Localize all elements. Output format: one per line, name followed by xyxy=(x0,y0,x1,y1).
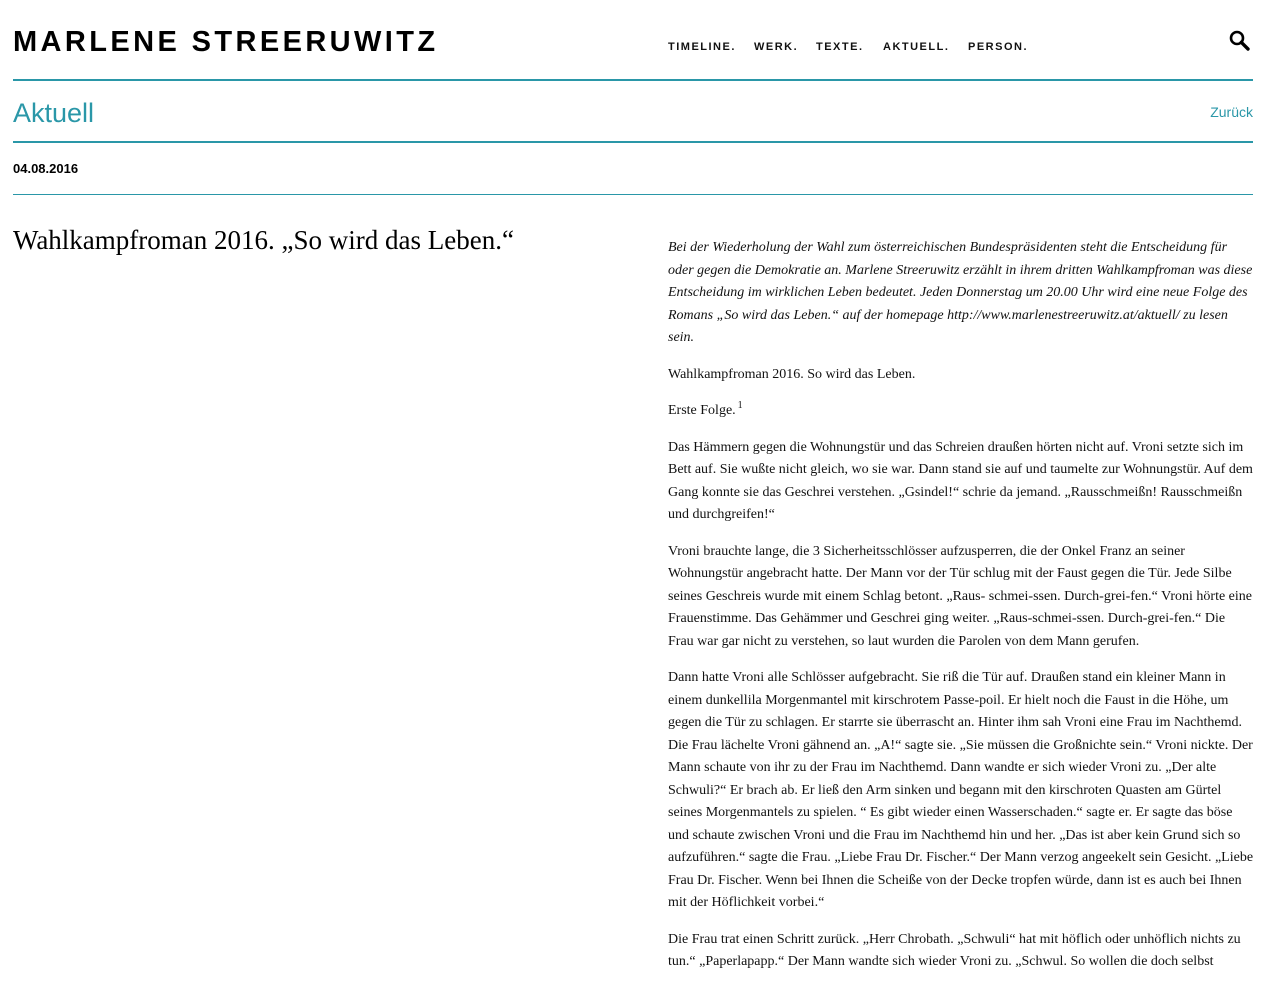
article-title: Wahlkampfroman 2016. „So wird das Leben.“ xyxy=(13,225,514,255)
article-paragraph: Vroni brauchte lange, die 3 Sicherheitsschlösser aufzusperren, die der Onkel Franz an seiner Wohnungstür angebracht hatte. Der Mann vor der Tür schlug mit der Faust gegen die Tür. Jede Silbe seines Geschreis wurde mit einem Schlag betont. „Raus- schmei-ssen. Durch-grei-fen.“ Vroni hörte eine Frauenstimme. Das Gehämmer und Geschrei ging weiter. „Raus-schmei-ssen. Durch-grei-fen.“ Die Frau war gar nicht zu verstehen, so laut wurden die Parolen von dem Mann gerufen. xyxy=(668,543,1252,649)
article-paragraph: Das Hämmern gegen die Wohnungstür und das Schreien draußen hörten nicht auf. Vroni setzte sich im Bett auf. Sie wußte nicht gleich, wo sie war. Dann stand sie auf und taumelte zur Wohnungstür. Auf dem Gang konnte sie das Geschrei verstehen. „Gsindel!“ schrie da jemand. „Rausschmeißn! Rausschmeißn und durchgreifen!“ xyxy=(668,439,1253,522)
episode-label: Erste Folge. xyxy=(668,403,736,418)
article-body xyxy=(668,237,1254,988)
back-link[interactable]: Zurück xyxy=(1210,104,1253,120)
date-divider xyxy=(13,194,1253,195)
nav-item-werk[interactable]: WERK. xyxy=(754,41,799,53)
novel-subtitle: Wahlkampfroman 2016. So wird das Leben. xyxy=(668,366,916,382)
nav-item-texte[interactable]: TEXTE. xyxy=(816,41,864,53)
nav-item-person[interactable]: PERSON. xyxy=(968,41,1029,53)
site-title[interactable]: MARLENE STREERUWITZ xyxy=(13,26,439,58)
search-icon[interactable] xyxy=(1228,29,1252,53)
nav-item-timeline[interactable]: TIMELINE. xyxy=(668,41,736,53)
footnote-link[interactable]: 1 xyxy=(737,400,743,412)
episode-heading xyxy=(668,400,1254,423)
post-date: 04.08.2016 xyxy=(13,161,79,176)
section-title: Aktuell xyxy=(13,98,95,128)
header-divider xyxy=(13,79,1253,81)
article-paragraph: Dann hatte Vroni alle Schlösser aufgebracht. Sie riß die Tür auf. Draußen stand ein kleiner Mann in einem dunkellila Morgenmantel mit kirschrotem Passe-poil. Er hielt noch die Faust in die Höhe, um gegen die Tür zu schlagen. Er starrte sie überrascht an. Hinter ihm sah Vroni eine Frau im Nachthemd. Die Frau lächelte Vroni gähnend an. „A!“ sagte sie. „Sie müssen die Großnichte sein.“ Vroni nickte. Der Mann schaute von ihr zu der Frau im Nachthemd. Dann wandte er sich wieder Vroni zu. „Der alte Schwuli?“ Er brach ab. Er ließ den Arm sinken und begann mit den kirschroten Quasten am Gürtel seines Morgenmantels zu spielen. “ Es gibt wieder einen Wasserschaden.“ sagte er. Er sagte das böse und schaute zwischen Vroni und die Frau im Nachthemd hin und her. „Das ist aber kein Grund sich so aufzuführen.“ sagte die Frau. „Liebe Frau Dr. Fischer.“ Der Mann verzog angeekelt sein Gesicht. „Liebe Frau Dr. Fischer. Wenn bei Ihnen die Scheiße von der Decke tropfen würde, dann ist es auch bei Ihnen mit der Höflichkeit vorbei.“ xyxy=(668,670,1254,910)
article-intro: Bei der Wiederholung der Wahl zum österreichischen Bundespräsidenten steht die Entscheidung für oder gegen die Demokratie an. Marlene Streeruwitz erzählt in ihrem dritten Wahlkampfroman was diese Entscheidung im wirklichen Leben bedeutet. Jeden Donnerstag um 20.00 Uhr wird eine neue Folge des Romans „So wird das Leben.“ auf der homepage http://www.marlenestreeruwitz.at/aktuell/ zu lesen sein. xyxy=(668,240,1253,345)
section-divider xyxy=(13,141,1253,143)
article-paragraph: Die Frau trat einen Schritt zurück. „Herr Chrobath. „Schwuli“ hat mit höflich oder unhöflich nichts zu tun.“ „Paperlapapp.“ Der Mann wandte sich wieder Vroni zu. „Schwul. So wollen die doch selbst xyxy=(668,931,1241,969)
nav-item-aktuell[interactable]: AKTUELL. xyxy=(883,41,950,53)
